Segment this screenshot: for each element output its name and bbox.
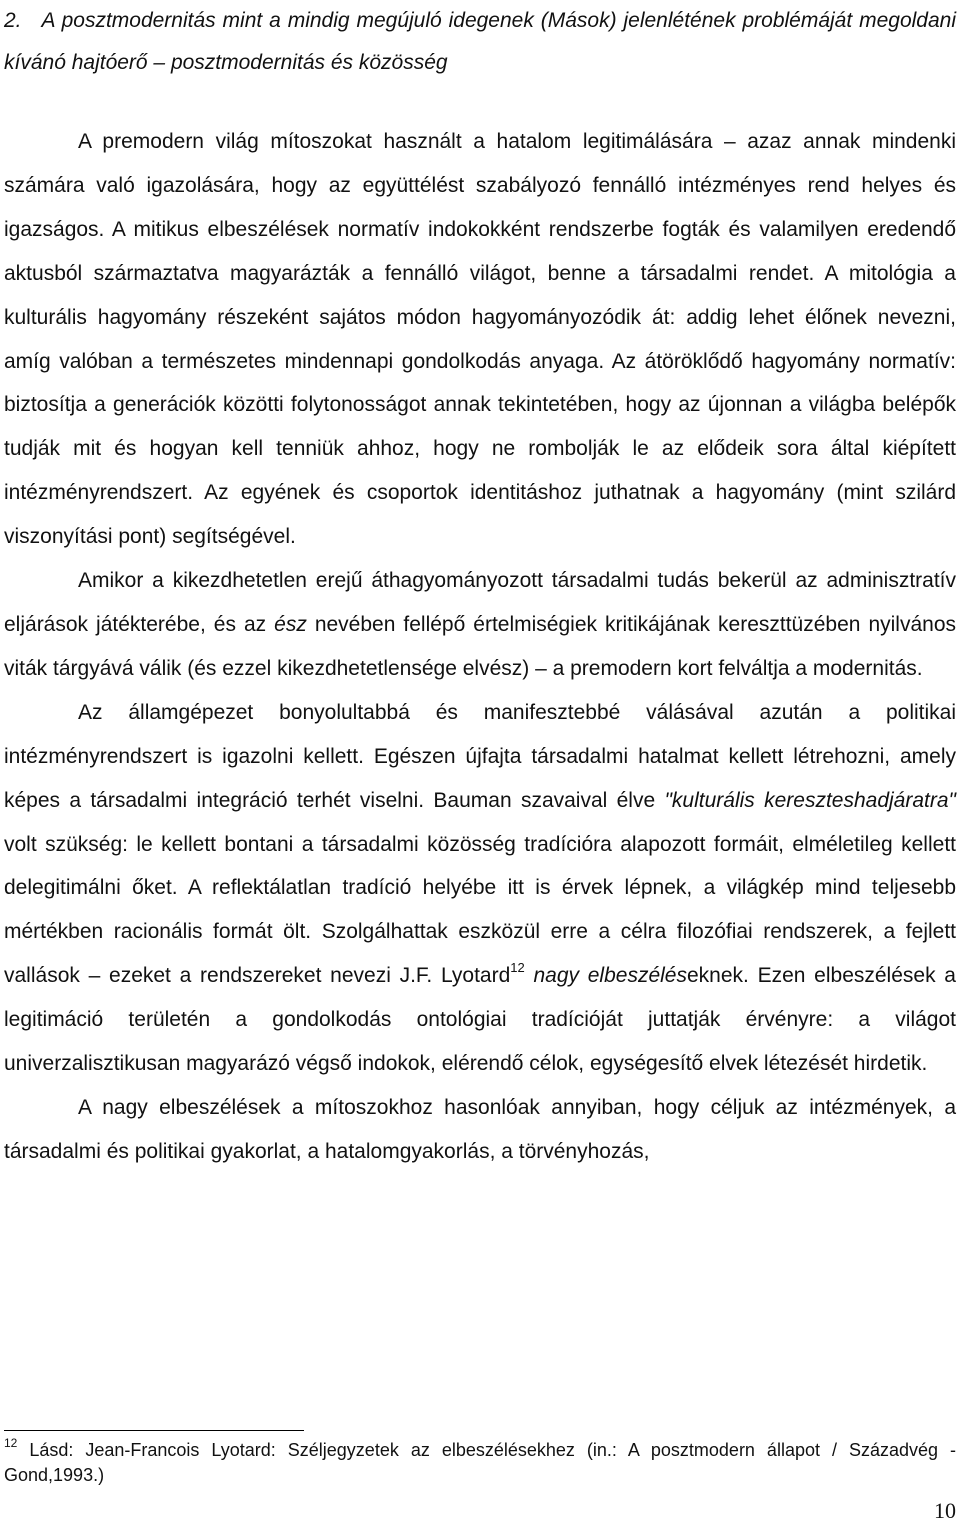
body-text <box>4 120 956 1174</box>
paragraph-2: Amikor a kikezdhetetlen erejű áthagyományozott társadalmi tudás bekerül az adminisztratív eljárások játékterébe, és az ész nevében fellépő értelmiségiek kritikájának kereszttüzében nyilvános viták tárgyává válik (és ezzel kikezdhetetlensége elvész) – a premodern kort felváltja a modernitás. <box>4 569 956 680</box>
paragraph-3: Az államgépezet bonyolultabbá és manifesztebbé válásával azután a politikai intézményrendszert is igazolni kellett. Egészen újfajta társadalmi hatalmat kellett létrehozni, amely képes a társadalmi integráció terhét viselni. Bauman szavaival élve "kulturális kereszteshadjáratra" volt szükség: le kellett bontani a társadalmi közösség tradícióra alapozott formáit, elméletileg kellett delegitimálni őket. A reflektálatlan tradíció helyébe itt is érvek lépnek, a világkép mind teljesebb mértékben racionális formát ölt. Szolgálhattak eszközül erre a célra filozófiai rendszerek, a fejlett vallások – ezeket a rendszereket nevezi J.F. Lyotard$^{12}$ nagy elbeszéléseknek. Ezen elbeszélések a legitimáció területén a gondolkodás ontológiai tradícióját juttatják érvényre: a világot univerzalisztikusan magyarázó végső indokok, elérendő célok, egységesítő elvek létezését hirdetik. <box>4 700 956 1076</box>
section-number: 2. <box>4 9 22 32</box>
paragraph-1: A premodern világ mítoszokat használt a hatalom legitimálására – azaz annak mindenki számára való igazolására, hogy az együttélést szabályozó fennálló intézményes rend helyes és igazságos. A mitikus elbeszélések normatív indokokként rendszerbe fogták és valamilyen eredendő aktusból származtatva magyarázták a fennálló világot, benne a társadalmi rendet. A mitológia a kulturális hagyomány részeként sajátos módon hagyományozódik át: addig lehet élőnek nevezni, amíg valóban a természetes mindennapi gondolkodás anyaga. Az átöröklődő hagyomány normatív: biztosítja a generációk közötti folytonosságot annak tekintetében, hogy az újonnan a világba belépők tudják mit és hogyan kell tenniük ahhoz, hogy ne rombolják le az elődeik sora által kiépített intézményrendszert. Az egyének és csoportok identitáshoz juthatnak a hagyomány (mint szilárd viszonyítási pont) segítségével. <box>4 130 956 549</box>
footnote-text: Lásd: Jean-Francois Lyotard: Széljegyzetek az elbeszélésekhez (in.: A posztmodern állapot / Századvég - Gond,1993.) <box>4 1440 956 1485</box>
section-title: A posztmodernitás mint a mindig megújuló idegenek (Mások) jelenlétének problémáját megoldani kívánó hajtóerő – posztmodernitás és közösség <box>4 9 956 74</box>
footnote-separator <box>4 1430 304 1431</box>
footnote <box>4 1438 956 1488</box>
section-heading <box>4 0 956 84</box>
footnote-reference[interactable]: 12 <box>510 960 525 976</box>
italic-term: ész <box>274 612 307 636</box>
page-number: 10 <box>934 1498 956 1523</box>
italic-quote: "kulturális kereszteshadjáratra" <box>664 788 956 812</box>
paragraph-4: A nagy elbeszélések a mítoszokhoz hasonlóak annyiban, hogy céljuk az intézmények, a társadalmi és politikai gyakorlat, a hatalomgyakorlás, a törvényhozás, <box>4 1095 956 1163</box>
footnote-number: 12 <box>4 1436 18 1450</box>
italic-term: nagy elbeszélés <box>524 964 687 988</box>
